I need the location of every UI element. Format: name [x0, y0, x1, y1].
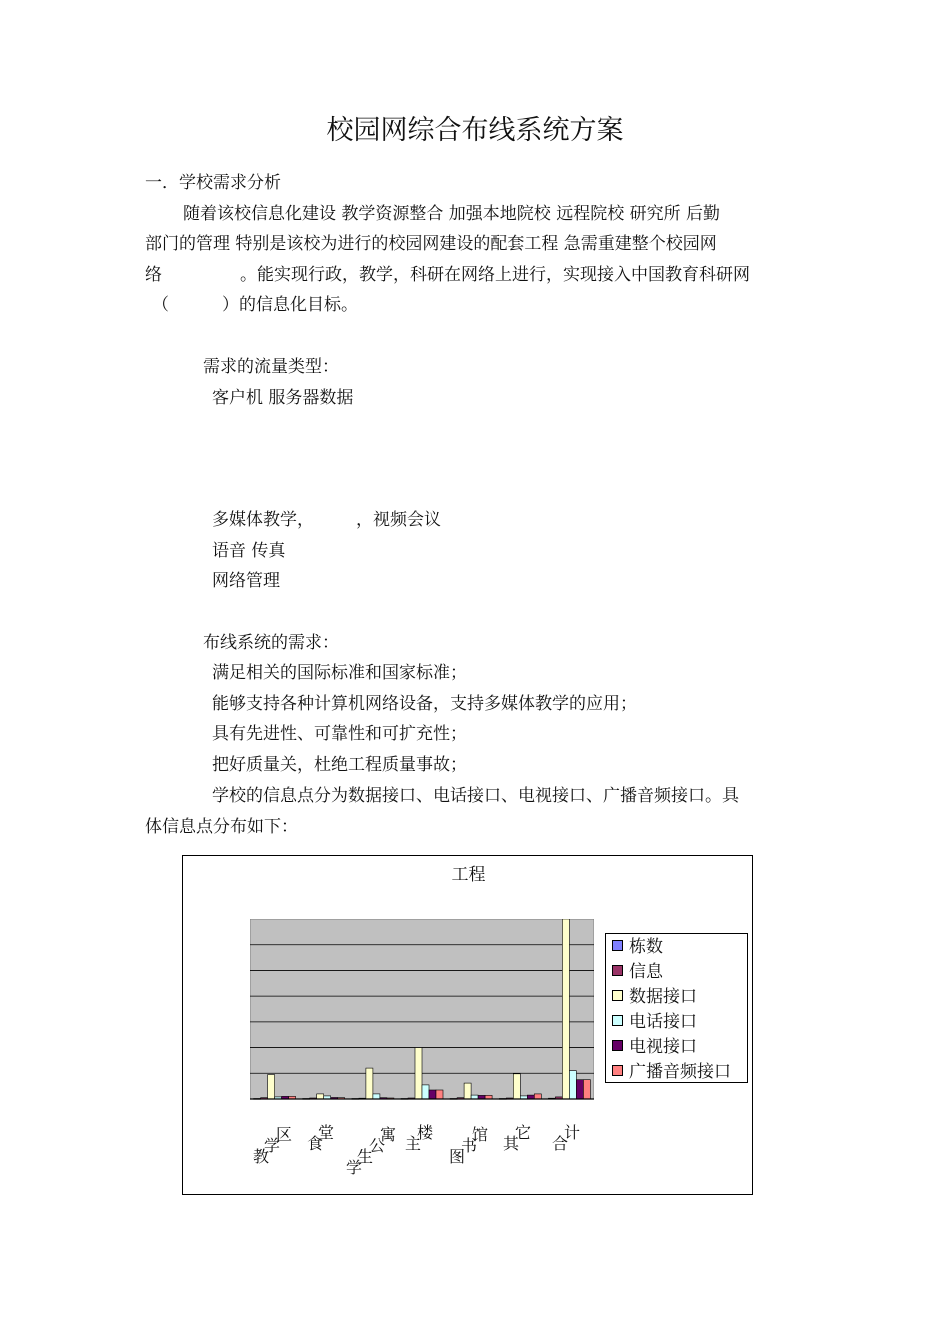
chart-legend	[605, 933, 748, 1083]
category-label-char: 寓	[380, 1125, 397, 1144]
legend-item	[612, 1036, 697, 1058]
legend-swatch	[612, 1065, 623, 1076]
paragraph-line: （	[152, 295, 169, 315]
bar	[436, 1090, 443, 1099]
paragraph-line: 络	[145, 265, 162, 285]
legend-swatch	[612, 1040, 623, 1051]
paragraph-line: ）的信息化目标。	[222, 295, 358, 315]
bar	[373, 1094, 380, 1099]
bar	[513, 1074, 520, 1099]
legend-item	[612, 1061, 731, 1083]
cabling-requirement: 满足相关的国际标准和国家标准；	[212, 663, 467, 683]
category-label-char: 食	[307, 1134, 324, 1153]
legend-label: 栋数	[629, 937, 663, 957]
traffic-item: 语音 传真	[212, 541, 286, 561]
legend-label: 广播音频接口	[629, 1062, 731, 1082]
legend-label: 电视接口	[629, 1037, 697, 1057]
bar	[583, 1080, 590, 1099]
category-label-char: 堂	[318, 1123, 335, 1142]
paragraph-line: 体信息点分布如下：	[145, 817, 298, 837]
legend-label: 信息	[629, 962, 663, 982]
bar	[464, 1083, 471, 1099]
legend-swatch	[612, 990, 623, 1001]
traffic-item: 网络管理	[212, 571, 280, 591]
chart-plot-area	[250, 919, 594, 1101]
bar	[562, 919, 569, 1099]
category-label-char: 教	[253, 1147, 270, 1166]
category-label-char: 学	[346, 1158, 363, 1177]
bar	[429, 1090, 436, 1099]
legend-swatch	[612, 965, 623, 976]
category-label-char: 公	[369, 1136, 386, 1155]
paragraph-line: 随着该校信息化建设 教学资源整合 加强本地院校 远程院校 研究所 后勤	[183, 204, 721, 224]
bar	[366, 1068, 373, 1099]
bar	[317, 1094, 324, 1099]
legend-label: 电话接口	[629, 1012, 697, 1032]
traffic-item: 客户机 服务器数据	[212, 388, 354, 408]
legend-swatch	[612, 1015, 623, 1026]
legend-item	[612, 936, 663, 958]
traffic-item: 多媒体教学，	[212, 510, 314, 530]
bar	[268, 1075, 275, 1099]
legend-item	[612, 986, 697, 1008]
bar	[534, 1094, 541, 1099]
cabling-requirement: 能够支持各种计算机网络设备，支持多媒体教学的应用；	[212, 694, 637, 714]
legend-item	[612, 1011, 697, 1033]
paragraph-line: 部门的管理 特别是该校为进行的校园网建设的配套工程 急需重建整个校园网	[145, 234, 717, 254]
traffic-item: ，视频会议	[356, 510, 441, 530]
cabling-requirement: 具有先进性、可靠性和可扩充性；	[212, 724, 467, 744]
category-label-char: 书	[461, 1136, 478, 1155]
legend-item	[612, 961, 663, 983]
paragraph-line: 。能实现行政，教学，科研在网络上进行，实现接入中国教育科研网	[240, 265, 750, 285]
category-label-char: 主	[405, 1134, 422, 1153]
category-label-char: 其	[503, 1134, 520, 1153]
bar	[569, 1071, 576, 1099]
category-label-char: 区	[276, 1125, 293, 1144]
cabling-heading: 布线系统的需求：	[203, 633, 339, 653]
category-label-char: 生	[357, 1147, 374, 1166]
category-label-char: 计	[564, 1123, 581, 1142]
category-label-char: 它	[515, 1123, 532, 1142]
category-label-char: 学	[264, 1136, 281, 1155]
category-label-char: 合	[552, 1134, 569, 1153]
category-label-char: 楼	[417, 1123, 434, 1142]
bar	[422, 1085, 429, 1099]
paragraph-line: 学校的信息点分为数据接口、电话接口、电视接口、广播音频接口。具	[212, 786, 739, 806]
bar	[415, 1048, 422, 1099]
legend-label: 数据接口	[629, 987, 697, 1007]
document-title: 校园网综合布线系统方案	[326, 115, 624, 146]
bar	[576, 1080, 583, 1099]
chart-title: 工程	[451, 865, 486, 885]
legend-swatch	[612, 940, 623, 951]
section-heading: 一．学校需求分析	[145, 173, 281, 193]
category-label-char: 馆	[472, 1125, 489, 1144]
cabling-requirement: 把好质量关，杜绝工程质量事故；	[212, 755, 467, 775]
traffic-heading: 需求的流量类型：	[203, 357, 339, 377]
category-label-char: 图	[449, 1147, 466, 1166]
